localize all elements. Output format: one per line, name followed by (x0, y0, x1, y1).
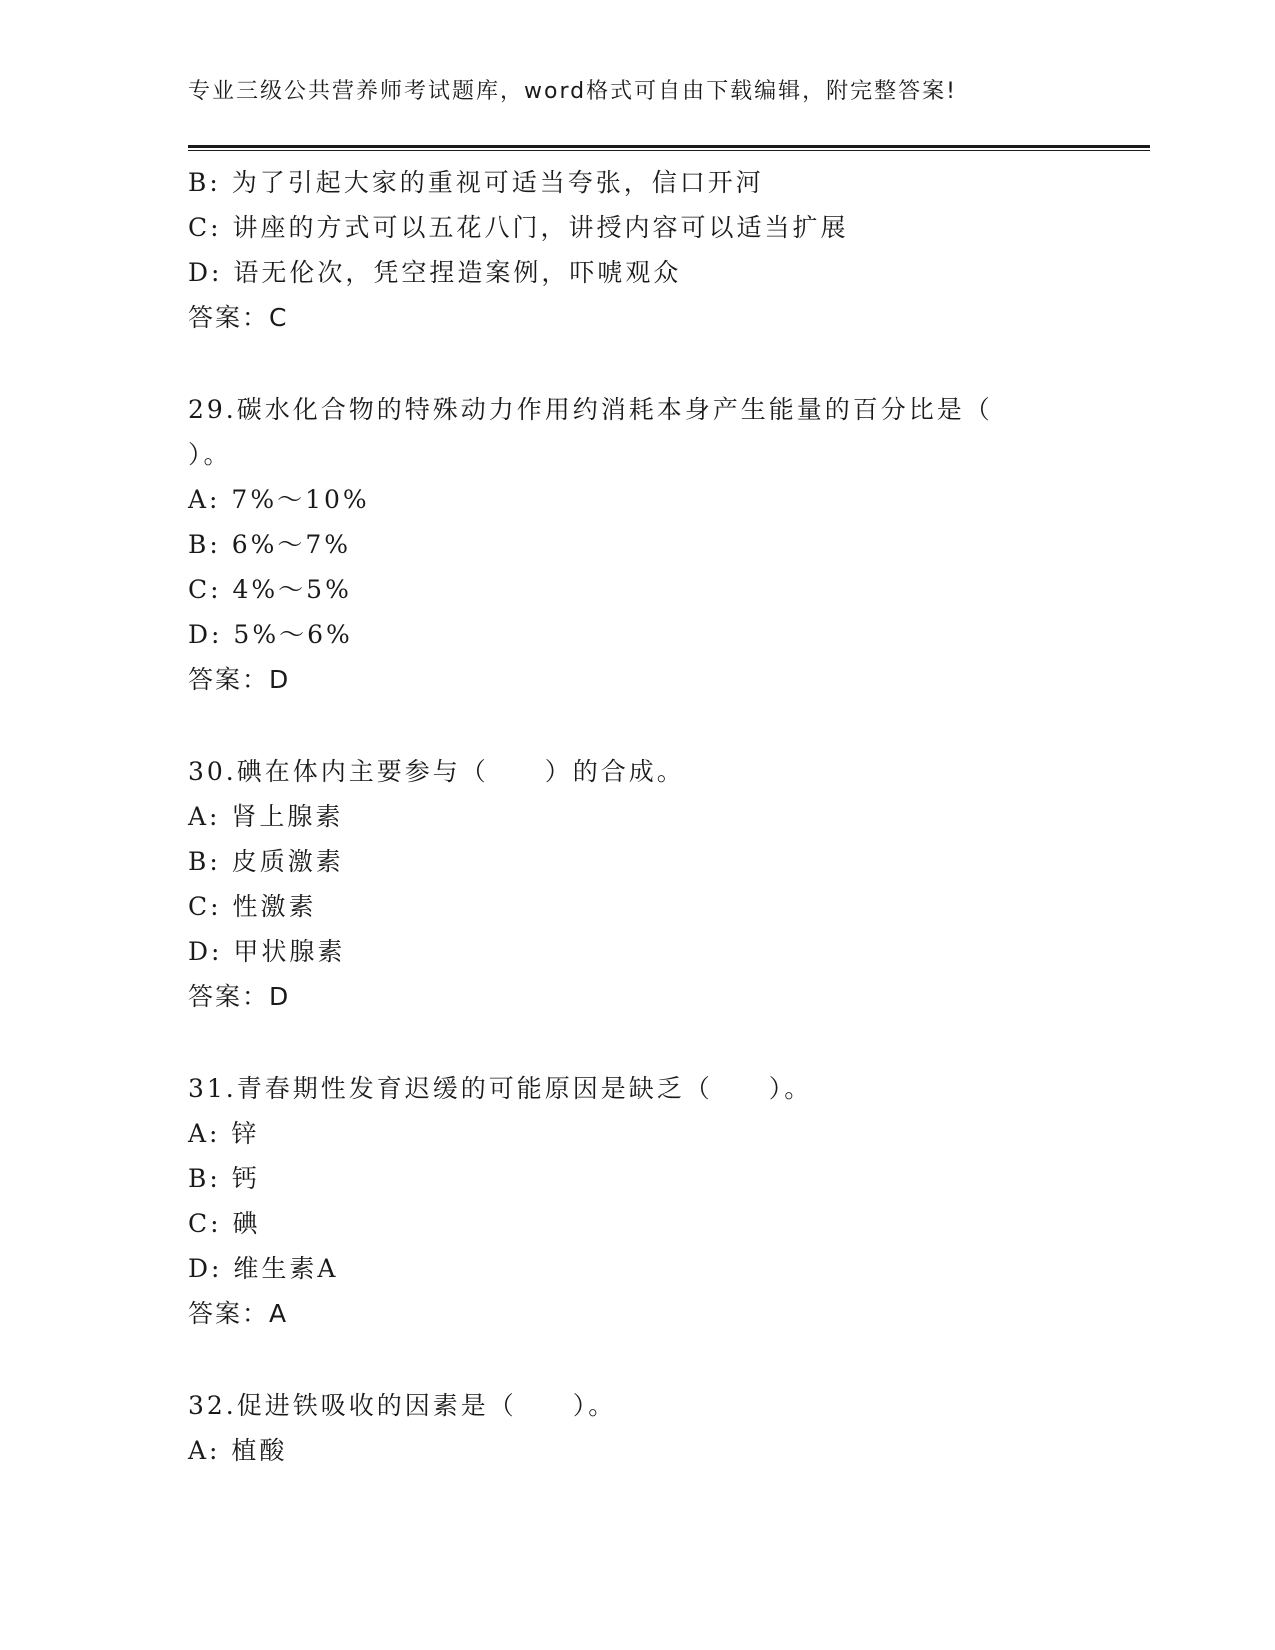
answer-line: 答案：D (188, 665, 291, 694)
question-30 (188, 749, 1148, 1019)
option-c: C: 4%～5% (188, 575, 352, 604)
option-b: B: 皮质激素 (188, 847, 344, 876)
option-d: D: 语无伦次，凭空捏造案例，吓唬观众 (188, 258, 682, 287)
answer-line: 答案：D (188, 982, 291, 1011)
option-d: D: 5%～6% (188, 620, 353, 649)
option-b: B: 钙 (188, 1164, 260, 1193)
question-32 (188, 1383, 1148, 1473)
question-31 (188, 1066, 1148, 1336)
question-stem: 29.碳水化合物的特殊动力作用约消耗本身产生能量的百分比是（ (188, 395, 993, 424)
option-b: B: 为了引起大家的重视可适当夸张，信口开河 (188, 168, 764, 197)
previous-question-block (188, 160, 1148, 340)
answer-line: 答案：A (188, 1299, 289, 1328)
option-c: C: 讲座的方式可以五花八门，讲授内容可以适当扩展 (188, 213, 849, 242)
option-a: A: 植酸 (188, 1436, 288, 1465)
question-content (188, 160, 1148, 1473)
option-a: A: 锌 (188, 1119, 260, 1148)
option-c: C: 性激素 (188, 892, 317, 921)
option-a: A: 7%～10% (188, 485, 370, 514)
question-stem-continued: ）。 (188, 440, 232, 469)
option-a: A: 肾上腺素 (188, 802, 344, 831)
question-stem: 32.促进铁吸收的因素是（ ）。 (188, 1391, 617, 1420)
answer-line: 答案：C (188, 303, 289, 332)
page-header: 专业三级公共营养师考试题库，word格式可自由下载编辑，附完整答案! (188, 79, 957, 104)
option-b: B: 6%～7% (188, 530, 352, 559)
question-29 (188, 387, 1148, 702)
question-stem: 31.青春期性发育迟缓的可能原因是缺乏（ ）。 (188, 1074, 813, 1103)
question-stem: 30.碘在体内主要参与（ ）的合成。 (188, 757, 685, 786)
header-divider (188, 145, 1150, 151)
option-d: D: 甲状腺素 (188, 937, 346, 966)
option-d: D: 维生素A (188, 1254, 339, 1283)
option-c: C: 碘 (188, 1209, 261, 1238)
